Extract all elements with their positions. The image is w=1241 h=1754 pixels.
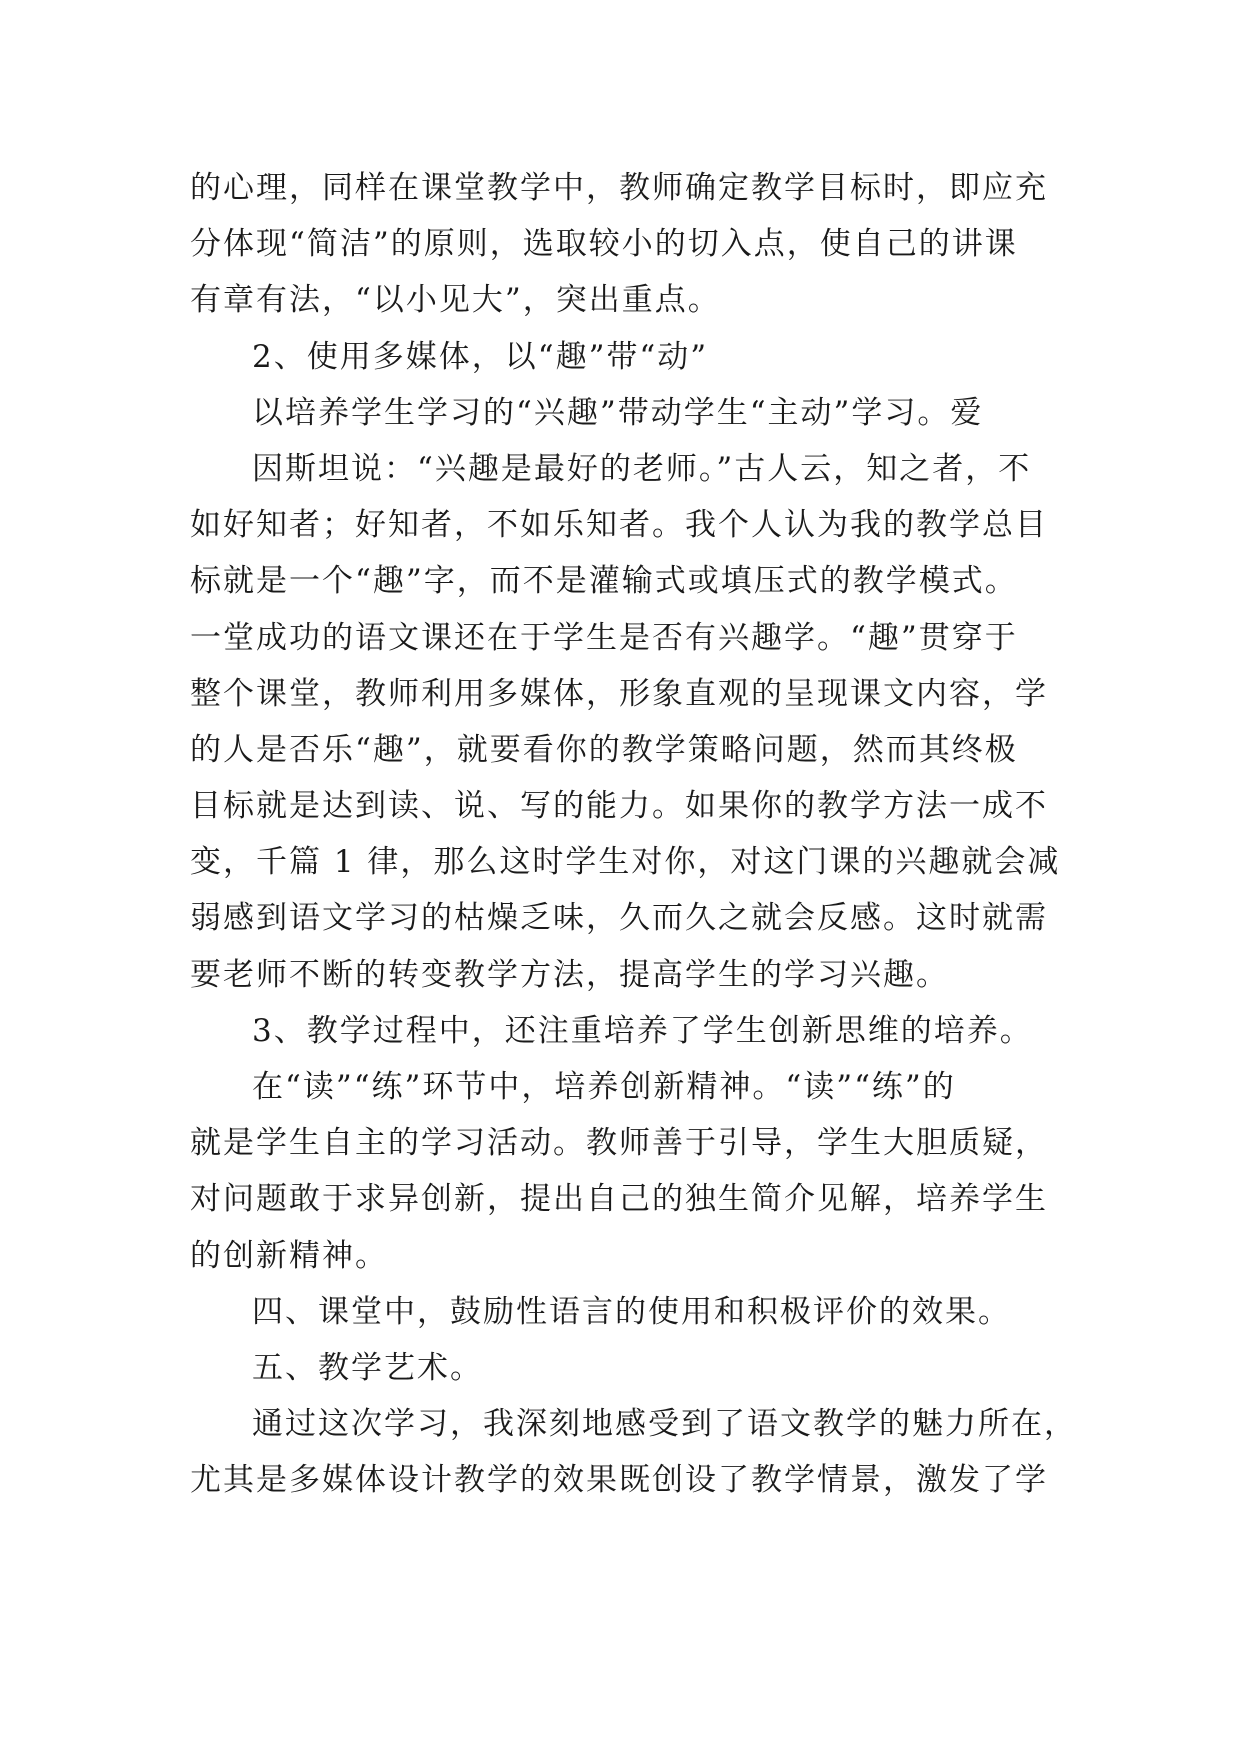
text-line: 以培养学生学习的“兴趣”带动学生“主动”学习。爱 [252,394,984,431]
text-line: 变，千篇 1 律，那么这时学生对你，对这门课的兴趣就会减 [190,844,1061,881]
text-line: 要老师不断的转变教学方法，提高学生的学习兴趣。 [190,956,949,993]
section-heading: 四、课堂中，鼓励性语言的使用和积极评价的效果。 [252,1293,1011,1330]
text-line: 一堂成功的语文课还在于学生是否有兴趣学。“趣”贯穿于 [190,619,1018,656]
text-line: 在“读”“练”环节中，培养创新精神。“读”“练”的 [252,1069,956,1105]
text-line: 对问题敢于求异创新，提出自己的独生简介见解，培养学生 [190,1181,1048,1218]
text-line: 通过这次学习，我深刻地感受到了语文教学的魅力所在， [252,1406,1077,1443]
text-line: 分体现“简洁”的原则，选取较小的切入点，使自己的讲课 [190,226,1018,263]
text-line: 整个课堂，教师利用多媒体，形象直观的呈现课文内容，学 [190,675,1048,712]
section-heading: 3、教学过程中，还注重培养了学生创新思维的培养。 [252,1012,1033,1049]
text-line: 有章有法，“以小见大”，突出重点。 [190,282,721,319]
text-line: 如好知者；好知者，不如乐知者。我个人认为我的教学总目 [190,507,1048,544]
text-line: 弱感到语文学习的枯燥乏味，久而久之就会反感。这时就需 [190,900,1048,937]
text-line: 的人是否乐“趣”，就要看你的教学策略问题，然而其终极 [190,731,1018,768]
section-heading: 五、教学艺术。 [252,1349,483,1386]
text-line: 目标就是达到读、说、写的能力。如果你的教学方法一成不 [190,788,1048,825]
section-heading: 2、使用多媒体，以“趣”带“动” [252,338,709,375]
text-line: 就是学生自主的学习活动。教师善于引导，学生大胆质疑， [190,1125,1048,1162]
text-line: 的创新精神。 [190,1237,388,1274]
document-body [190,160,1077,1509]
text-line: 的心理，同样在课堂教学中，教师确定教学目标时，即应充 [190,170,1048,206]
text-line: 尤其是多媒体设计教学的效果既创设了教学情景，激发了学 [190,1462,1048,1499]
text-line: 因斯坦说：“兴趣是最好的老师。”古人云，知之者，不 [252,450,1032,487]
text-line: 标就是一个“趣”字，而不是灌输式或填压式的教学模式。 [190,563,1018,600]
